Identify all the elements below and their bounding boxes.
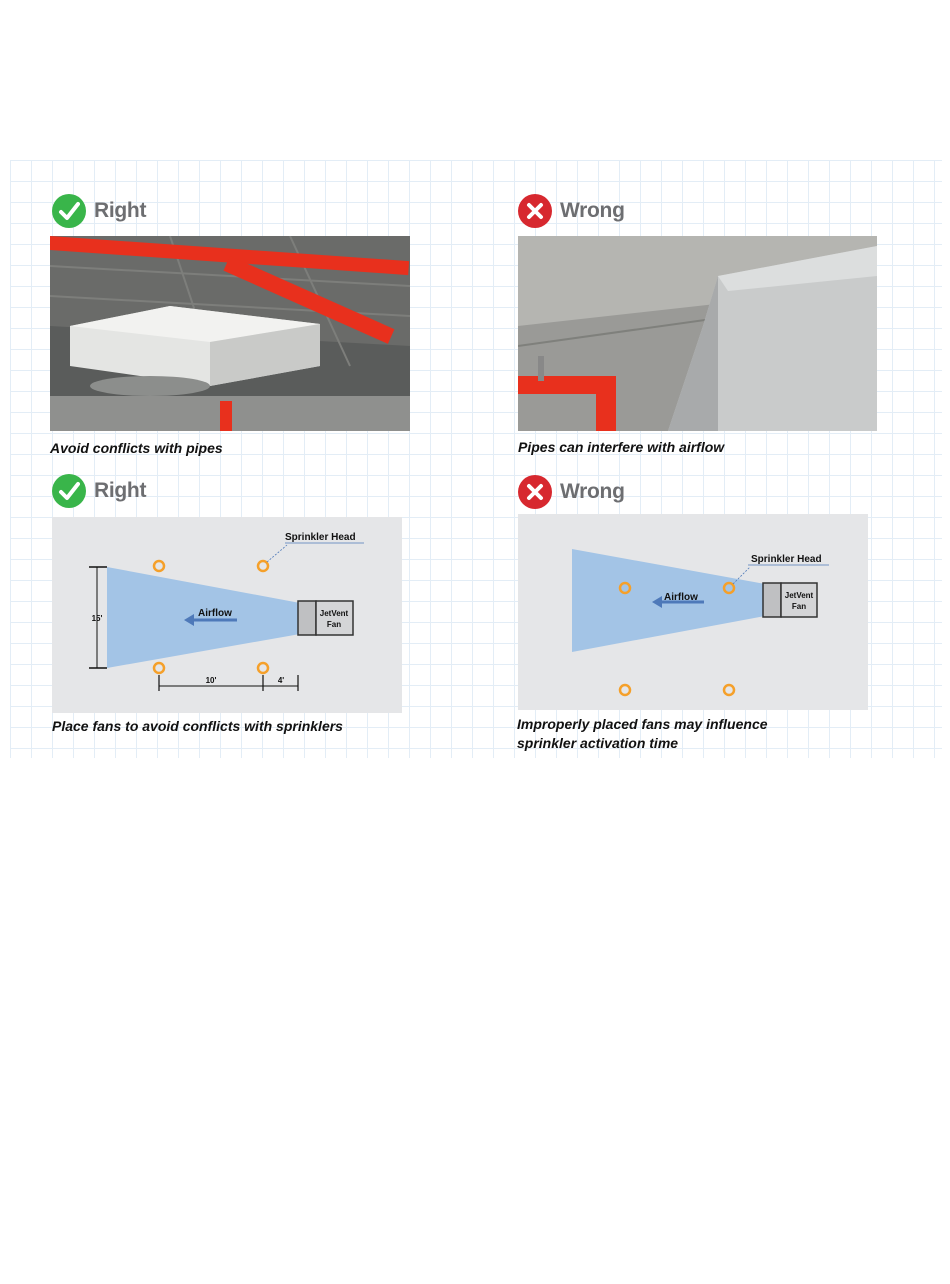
right-badge [52,474,146,508]
dim-height: 15' [91,614,103,623]
sprinkler-diagram-wrong [518,514,868,710]
fan-label-1: JetVent [319,609,349,618]
fan-intake [298,601,316,635]
verdict-label: Wrong [560,480,625,503]
caption: Avoid conflicts with pipes [50,440,223,456]
check-icon [52,194,86,228]
dim-offset: 4' [277,676,285,685]
fan-label-2: Fan [791,602,807,611]
sprinkler-head [620,685,630,695]
jetvent-fan [316,601,353,635]
right-badge [52,194,146,228]
wrong-badge [518,475,625,509]
sprinkler-head [258,561,268,571]
sprinkler-label: Sprinkler Head [751,554,822,565]
verdict-label: Wrong [560,199,625,222]
sprinkler-head [154,561,164,571]
airflow-label: Airflow [198,608,232,619]
verdict-label: Right [94,199,147,222]
caption [517,715,768,753]
fan-intake [763,583,781,617]
photo-pipes-blocking-fan [518,236,877,431]
sprinkler-head [724,685,734,695]
check-icon [52,474,86,508]
sprinkler-head [258,663,268,673]
photo-fan-clear-of-pipes [50,236,410,431]
fan-label-2: Fan [326,620,342,629]
sprinkler-label: Sprinkler Head [285,532,356,543]
caption-line-1: Improperly placed fans may influence [517,716,768,732]
fan-label-1: JetVent [784,591,814,600]
caption: Place fans to avoid conflicts with sprinklers [52,718,343,734]
wrong-badge [518,194,625,228]
airflow-label: Airflow [664,592,698,603]
sprinkler-diagram-right [52,517,402,713]
verdict-label: Right [94,479,147,502]
x-icon [518,475,552,509]
dim-spacing: 10' [205,676,217,685]
caption: Pipes can interfere with airflow [518,439,725,455]
caption-line-2: sprinkler activation time [517,735,679,751]
x-icon [518,194,552,228]
sprinkler-head [154,663,164,673]
jetvent-fan [781,583,817,617]
